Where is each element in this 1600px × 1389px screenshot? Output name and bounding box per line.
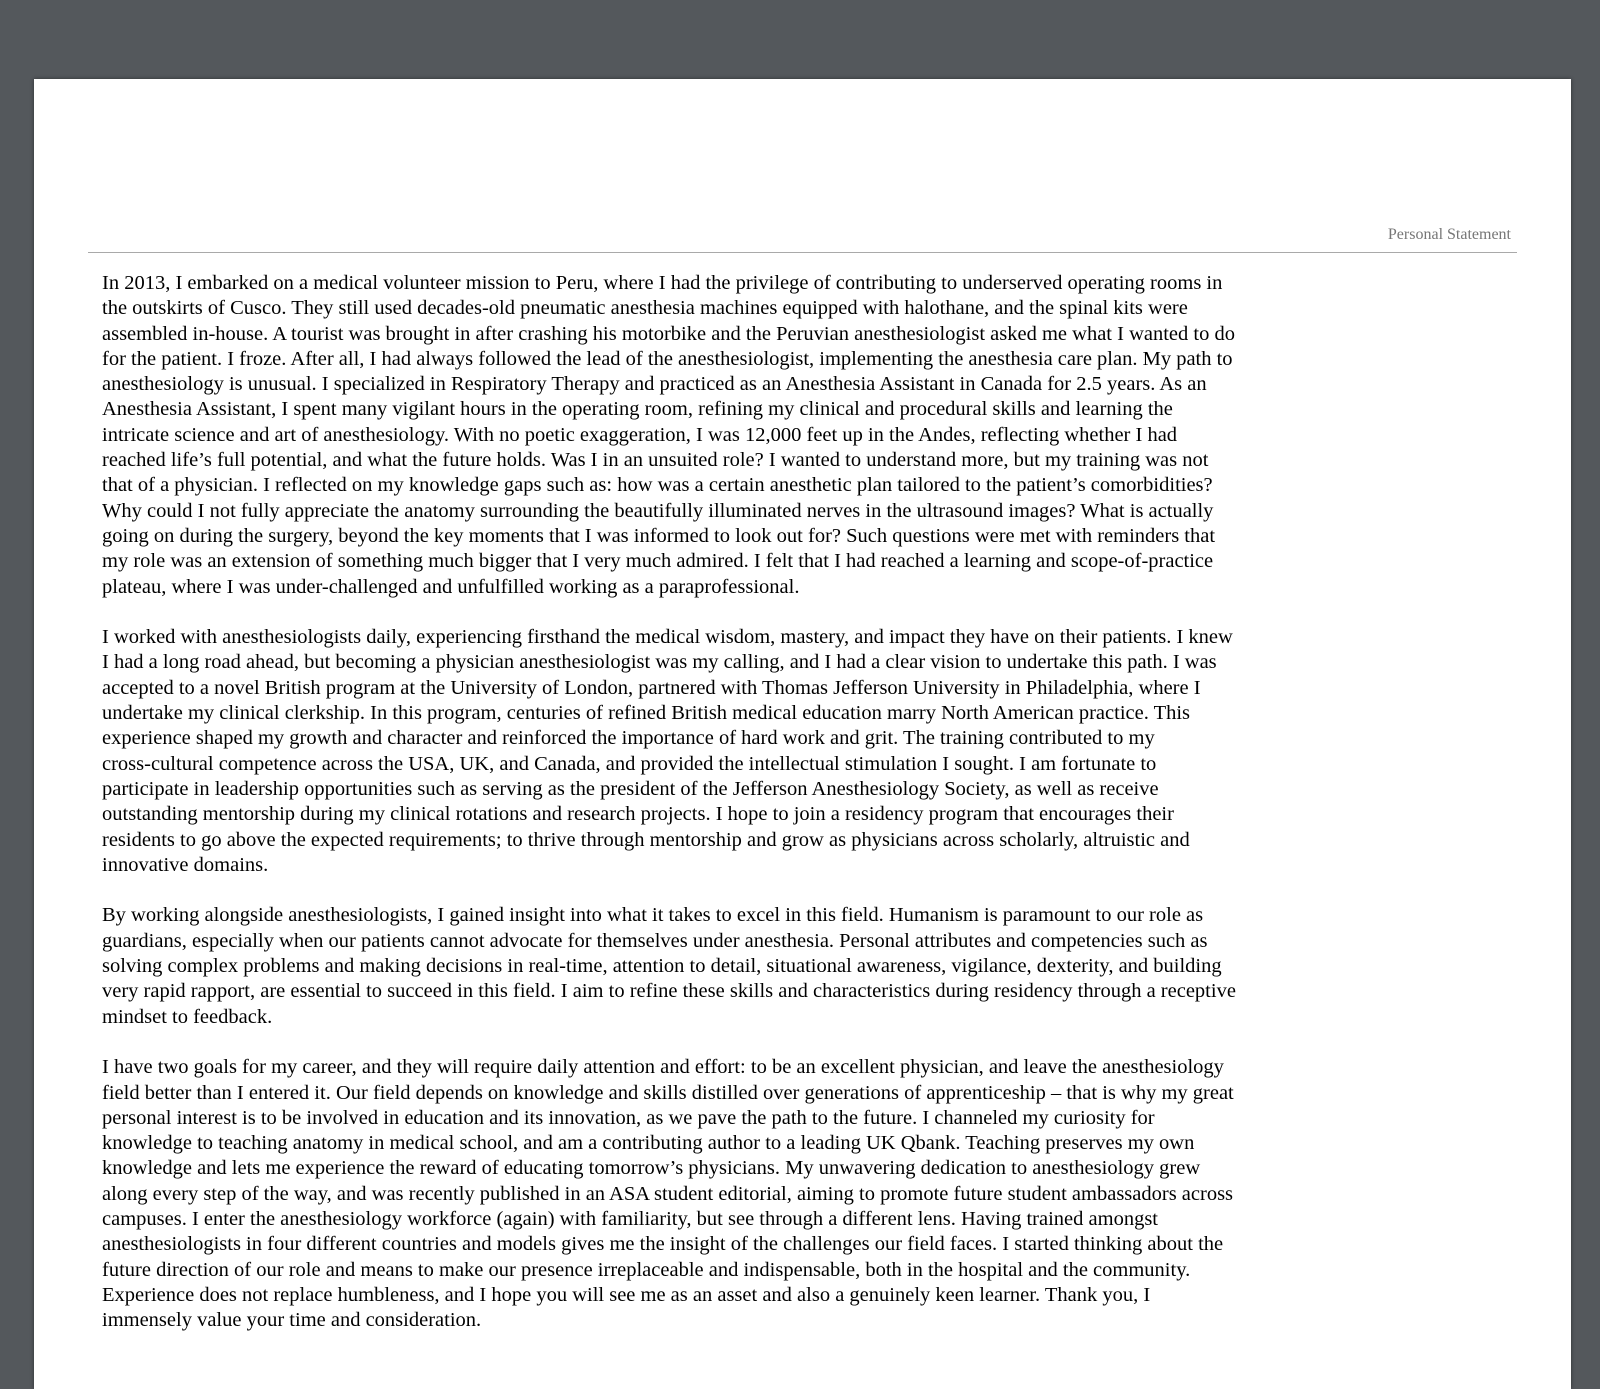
- paragraph: [102, 1055, 1362, 1333]
- text-line: solving complex problems and making decisions in real-time, attention to detail, situational awareness, vigilance, dexterity, and building: [102, 955, 1222, 978]
- text-line: immensely value your time and consideration.: [102, 1309, 482, 1332]
- text-line: for the patient. I froze. After all, I had always followed the lead of the anesthesiologist, implementing the anesthesia care plan. My path to: [102, 347, 1233, 370]
- text-line: future direction of our role and means to make our presence irreplaceable and indispensable, both in the hospital and the community.: [102, 1258, 1191, 1281]
- text-line: field better than I entered it. Our field depends on knowledge and skills distilled over generations of apprenticeship – that is why my great: [102, 1081, 1234, 1104]
- text-line: intricate science and art of anesthesiology. With no poetic exaggeration, I was 12,000 feet up in the Andes, reflecting whether I had: [102, 423, 1178, 446]
- text-line: very rapid rapport, are essential to succeed in this field. I aim to refine these skills and characteristics during residency through a receptive: [102, 980, 1236, 1003]
- text-line: personal interest is to be involved in education and its innovation, as we pave the path to the future. I channeled my curiosity for: [102, 1106, 1155, 1129]
- text-line: innovative domains.: [102, 853, 269, 876]
- paragraph: [102, 625, 1362, 878]
- text-line: plateau, where I was under-challenged and unfulfilled working as a paraprofessional.: [102, 575, 800, 598]
- paragraph: [102, 271, 1362, 600]
- text-line: By working alongside anesthesiologists, I gained insight into what it takes to excel in this field. Humanism is paramount to our role as: [102, 904, 1204, 927]
- text-line: I have two goals for my career, and they will require daily attention and effort: to be an excellent physician, and leave the anesthesiology: [102, 1056, 1224, 1079]
- document-page: [34, 79, 1571, 1389]
- text-line: Why could I not fully appreciate the anatomy surrounding the beautifully illuminated nerves in the ultrasound images? What is actually: [102, 499, 1214, 522]
- text-line: knowledge to teaching anatomy in medical school, and am a contributing author to a leading UK Qbank. Teaching preserves my own: [102, 1132, 1195, 1155]
- text-line: anesthesiology is unusual. I specialized in Respiratory Therapy and practiced as an Anesthesia Assistant in Canada for 2.5 years. As an: [102, 373, 1207, 396]
- text-line: cross-cultural competence across the USA, UK, and Canada, and provided the intellectual stimulation I sought. I am fortunate to: [102, 752, 1157, 775]
- page-header: [88, 145, 1517, 253]
- text-line: assembled in-house. A tourist was brought in after crashing his motorbike and the Peruvian anesthesiologist asked me what I wanted to do: [102, 322, 1235, 345]
- text-line: Experience does not replace humbleness, and I hope you will see me as an asset and also a genuinely keen learner. Thank you, I: [102, 1283, 1151, 1306]
- text-line: reached life’s full potential, and what the future holds. Was I in an unsuited role? I wanted to understand more, but my training was not: [102, 449, 1209, 472]
- text-line: I worked with anesthesiologists daily, experiencing firsthand the medical wisdom, mastery, and impact they have on their patients. I knew: [102, 626, 1233, 649]
- text-line: I had a long road ahead, but becoming a physician anesthesiologist was my calling, and I had a clear vision to undertake this path. I was: [102, 651, 1217, 674]
- text-line: along every step of the way, and was recently published in an ASA student editorial, aiming to promote future student ambassadors across: [102, 1182, 1234, 1205]
- text-line: that of a physician. I reflected on my knowledge gaps such as: how was a certain anesthetic plan tailored to the patient’s comorbidities?: [102, 474, 1213, 497]
- text-line: campuses. I enter the anesthesiology workforce (again) with familiarity, but see through a different lens. Having trained amongst: [102, 1207, 1158, 1230]
- text-line: my role was an extension of something much bigger that I very much admired. I felt that I had reached a learning and scope-of-practice: [102, 550, 1214, 573]
- text-line: guardians, especially when our patients cannot advocate for themselves under anesthesia. Personal attributes and competencies such as: [102, 929, 1208, 952]
- document-body: [102, 271, 1362, 1359]
- paragraph: [102, 903, 1362, 1029]
- text-line: experience shaped my growth and character and reinforced the importance of hard work and grit. The training contributed to my: [102, 727, 1155, 750]
- text-line: mindset to feedback.: [102, 1005, 273, 1028]
- text-line: undertake my clinical clerkship. In this program, centuries of refined British medical education marry North American practice. This: [102, 702, 1191, 725]
- text-line: knowledge and lets me experience the reward of educating tomorrow’s physicians. My unwavering dedication to anesthesiology grew: [102, 1157, 1201, 1180]
- text-line: residents to go above the expected requirements; to thrive through mentorship and grow as physicians across scholarly, altruistic and: [102, 828, 1190, 851]
- text-line: accepted to a novel British program at the University of London, partnered with Thomas Jefferson University in Philadelphia, where I: [102, 676, 1201, 699]
- text-line: outstanding mentorship during my clinical rotations and research projects. I hope to join a residency program that encourages their: [102, 803, 1174, 826]
- text-line: Anesthesia Assistant, I spent many vigilant hours in the operating room, refining my clinical and procedural skills and learning the: [102, 398, 1173, 421]
- text-line: the outskirts of Cusco. They still used decades-old pneumatic anesthesia machines equipped with halothane, and the spinal kits were: [102, 297, 1188, 320]
- text-line: In 2013, I embarked on a medical volunteer mission to Peru, where I had the privilege of contributing to underserved operating rooms in: [102, 272, 1223, 294]
- text-line: participate in leadership opportunities such as serving as the president of the Jefferson Anesthesiology Society, as well as receive: [102, 777, 1159, 800]
- header-title: Personal Statement: [1387, 226, 1511, 243]
- text-line: going on during the surgery, beyond the key moments that I was informed to look out for? Such questions were met with reminders that: [102, 524, 1216, 547]
- text-line: anesthesiologists in four different countries and models gives me the insight of the challenges our field faces. I started thinking about the: [102, 1233, 1224, 1256]
